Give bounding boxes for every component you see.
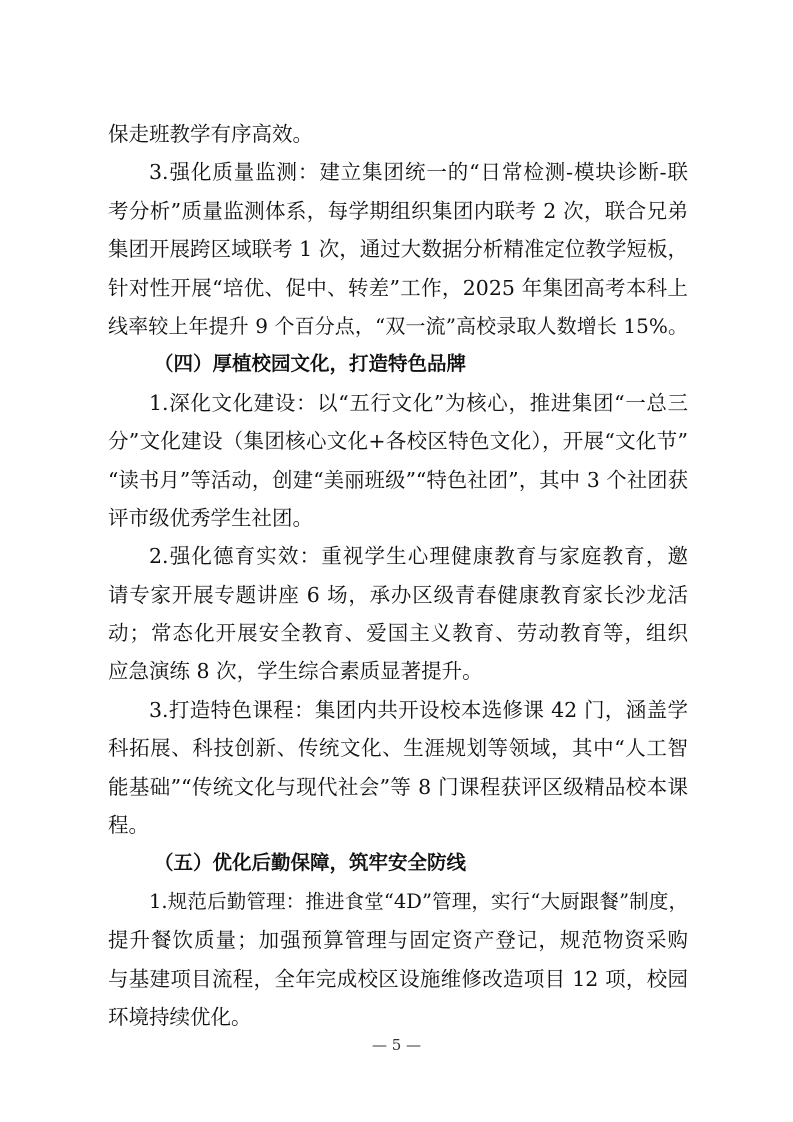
text-line: 1.规范后勤管理：推进食堂“4D”管理，实行“大厨跟餐”制度， — [149, 889, 688, 913]
text-line: 与基建项目流程，全年完成校区设施维修改造项目 12 项，校园 — [108, 966, 688, 991]
text-line: 请专家开展专题讲座 6 场，承办区级青春健康教育家长沙龙活 — [108, 582, 688, 607]
text-line: 分”文化建设（集团核心文化+各校区特色文化），开展“文化节” — [108, 429, 688, 454]
text-line: 环境持续优化。 — [108, 1004, 252, 1029]
text-line: 针对性开展“培优、促中、转差”工作，2025 年集团高考本科上 — [108, 275, 688, 300]
section-heading: （四）厚植校园文化，打造特色品牌 — [154, 352, 467, 376]
text-line: 提升餐饮质量；加强预算管理与固定资产登记，规范物资采购 — [108, 928, 688, 953]
text-line: 考分析”质量监测体系，每学期组织集团内联考 2 次，联合兄弟 — [108, 198, 688, 223]
text-line: 集团开展跨区域联考 1 次，通过大数据分析精准定位教学短板， — [108, 237, 688, 262]
text-line: 科拓展、科技创新、传统文化、生涯规划等领域，其中“人工智 — [108, 736, 688, 761]
text-line: 2.强化德育实效：重视学生心理健康教育与家庭教育，邀 — [149, 544, 688, 569]
text-line: 程。 — [108, 813, 149, 838]
section-heading: （五）优化后勤保障，筑牢安全防线 — [154, 851, 467, 875]
text-line: 保走班教学有序高效。 — [108, 122, 313, 146]
text-line: 3.打造特色课程：集团内共开设校本选修课 42 门，涵盖学 — [149, 697, 688, 722]
text-line: 应急演练 8 次，学生综合素质显著提升。 — [108, 659, 483, 684]
text-line: 评市级优秀学生社团。 — [108, 505, 313, 530]
text-line: 1.深化文化建设：以“五行文化”为核心，推进集团“一总三 — [149, 390, 688, 415]
text-line: “读书月”等活动，创建“美丽班级”“特色社团”，其中 3 个社团获 — [108, 467, 688, 492]
text-line: 动；常态化开展安全教育、爱国主义教育、劳动教育等，组织 — [108, 621, 688, 646]
page-number: — 5 — — [371, 1036, 422, 1054]
text-line: 3.强化质量监测：建立集团统一的“日常检测-模块诊断-联 — [149, 160, 688, 185]
document-body — [108, 115, 688, 1036]
text-line: 线率较上年提升 9 个百分点，“双一流”高校录取人数增长 15%。 — [108, 313, 688, 338]
text-line: 能基础”“传统文化与现代社会”等 8 门课程获评区级精品校本课 — [108, 774, 688, 799]
